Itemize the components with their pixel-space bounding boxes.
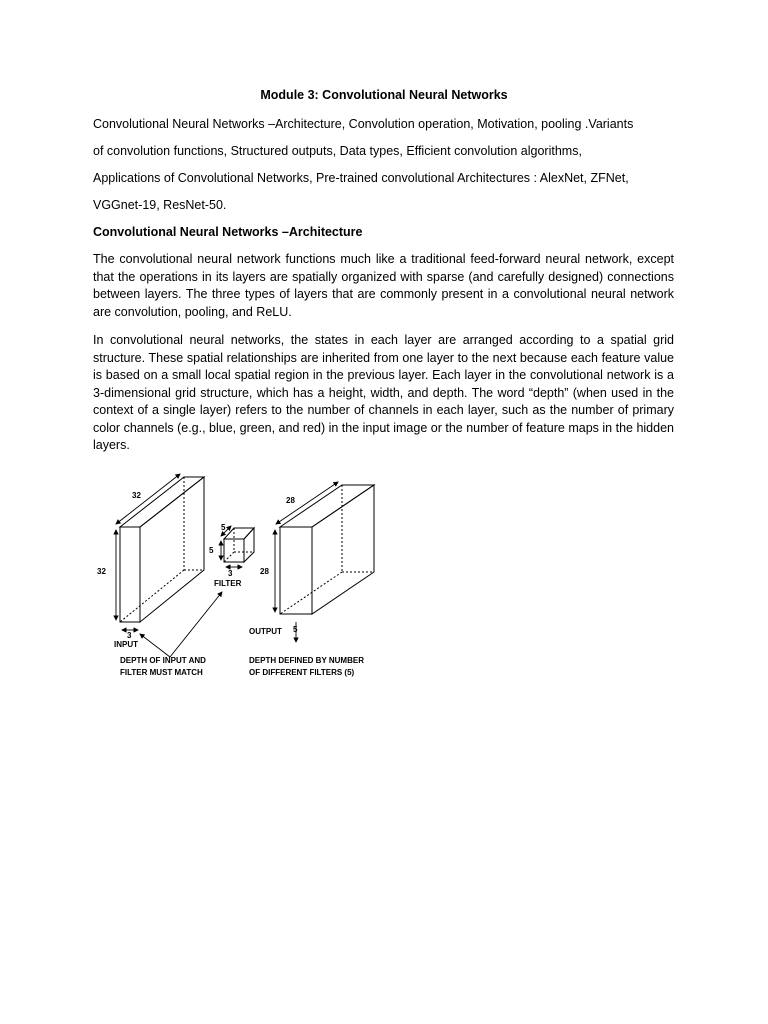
syllabus-line: Applications of Convolutional Networks, Pre-trained convolutional Architectures : AlexNet, ZFNet, — [93, 171, 629, 185]
filter-width-label: 5 — [221, 523, 226, 532]
page-title: Module 3: Convolutional Neural Networks — [260, 88, 508, 102]
input-height-label: 32 — [97, 567, 106, 576]
syllabus-line: of convolution functions, Structured outputs, Data types, Efficient convolution algorithms, — [93, 144, 582, 158]
output-width-label: 28 — [286, 496, 295, 505]
output-depth-label: 5 — [293, 625, 298, 634]
caption-right-line-1: DEPTH DEFINED BY NUMBER — [249, 656, 364, 665]
input-width-label: 32 — [132, 491, 141, 500]
filter-height-label: 5 — [209, 546, 214, 555]
filter-label: FILTER — [214, 579, 242, 588]
caption-left-line-1: DEPTH OF INPUT AND — [120, 656, 206, 665]
paragraph-intro: The convolutional neural network functions much like a traditional feed-forward neural network, except that the operations in its layers are spatially organized with sparse (and carefully designed) connections between layers. The three types of layers that are commonly present in a convolutional neural network are convolution, pooling, and ReLU. — [93, 252, 674, 319]
output-label: OUTPUT — [249, 627, 282, 636]
output-height-label: 28 — [260, 567, 269, 576]
caption-left-line-2: FILTER MUST MATCH — [120, 668, 203, 677]
input-label: INPUT — [114, 640, 138, 649]
paragraph-spatial-grid: In convolutional neural networks, the states in each layer are arranged according to a spatial grid structure. These spatial relationships are inherited from one layer to the next because each feature value is based on a small local spatial region in the previous layer. Each layer in the convolutional network is a 3-dimensional grid structure, which has a height, width, and depth. The word “depth” (when used in the context of a single layer) refers to the number of channels in each layer, such as the number of primary color channels (e.g., blue, green, and red) in the input image or the number of feature maps in the hidden layers. — [93, 333, 674, 452]
caption-right-line-2: OF DIFFERENT FILTERS (5) — [249, 668, 355, 677]
section-heading: Convolutional Neural Networks –Architecture — [93, 225, 363, 239]
filter-volume — [224, 528, 254, 562]
input-depth-label: 3 — [127, 631, 132, 640]
syllabus-line: VGGnet-19, ResNet-50. — [93, 198, 227, 212]
filter-depth-label: 3 — [228, 569, 233, 578]
cnn-architecture-diagram — [90, 472, 380, 682]
dimension-arrows — [116, 474, 338, 657]
syllabus-line: Convolutional Neural Networks –Architecture, Convolution operation, Motivation, pooling .Variants — [93, 117, 634, 131]
